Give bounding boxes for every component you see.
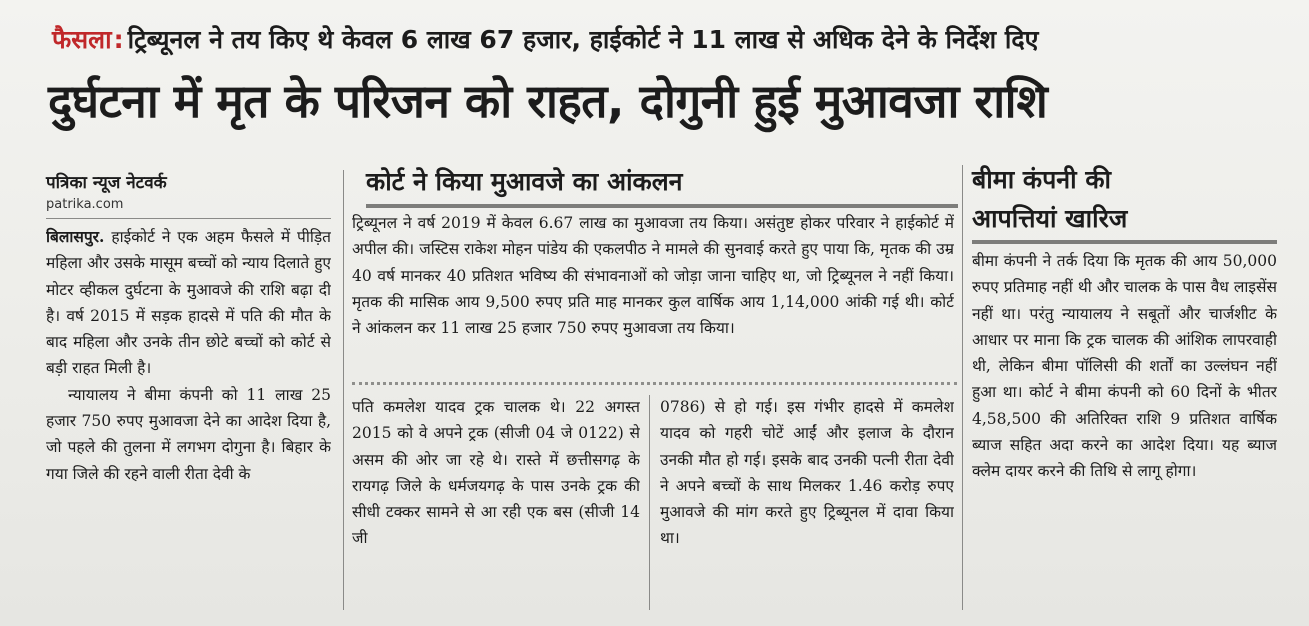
side-heading-underline xyxy=(972,240,1277,244)
side-heading-line-2: आपत्तियां खारिज xyxy=(972,204,1128,233)
box-heading: कोर्ट ने किया मुआवजे का आंकलन xyxy=(366,167,683,196)
main-headline: दुर्घटना में मृत के परिजन को राहत, दोगुनी हुई मुआवजा राशि xyxy=(48,74,1048,128)
kicker-text: ट्रिब्यूनल ने तय किए थे केवल 6 लाख 67 हजार, हाईकोर्ट ने 11 लाख से अधिक देने के निर्देश दिए xyxy=(127,25,1039,54)
column-divider-3 xyxy=(962,165,963,610)
kicker-separator: : xyxy=(113,25,124,54)
column-2: पति कमलेश यादव ट्रक चालक थे। 22 अगस्त 2015 को वे अपने ट्रक (सीजी 04 जे 0122) से असम की ओर जा रहे थे। रास्ते में छत्तीसगढ़ के रायगढ़ जिले के धर्मजयगढ़ के पास उनके ट्रक की सीधी टक्कर सामने से आ रही एक बस (सीजी 14 जी xyxy=(352,398,640,548)
site-name: patrika.com xyxy=(46,197,124,212)
box-bottom-border xyxy=(352,382,957,389)
dateline: बिलासपुर. xyxy=(46,227,105,246)
column-4: बीमा कंपनी ने तर्क दिया कि मृतक की आय 50,000 रुपए प्रतिमाह नहीं थी और चालक के पास वैध लाइसेंस नहीं था। परंतु न्यायालय ने सबूतों और चार्जशीट के आधार पर माना कि ट्रक चालक की आंशिक लापरवाही थी, लेकिन बीमा पॉलिसी की शर्तों का उल्लंघन नहीं हुआ था। कोर्ट ने बीमा कंपनी को 60 दिनों के भीतर 4,58,500 की अतिरिक्त राशि 9 प्रतिशत वार्षिक ब्याज सहित अदा करने का आदेश दिया। यह ब्याज क्लेम दायर करने की तिथि से लागू होगा। xyxy=(972,252,1277,481)
side-heading-line-1: बीमा कंपनी की xyxy=(972,165,1112,194)
column-1 xyxy=(46,224,331,614)
column-1-para-2: न्यायालय ने बीमा कंपनी को 11 लाख 25 हजार 750 रुपए मुआवजा देने का आदेश दिया है, जो पहले की तुलना में लगभग दोगुना है। बिहार के गया जिले की रहने वाली रीता देवी के xyxy=(46,385,331,483)
column-1-para-1 xyxy=(46,224,331,382)
box-text: ट्रिब्यूनल ने वर्ष 2019 में केवल 6.67 लाख का मुआवजा तय किया। असंतुष्ट होकर परिवार ने हाईकोर्ट में अपील की। जस्टिस राकेश मोहन पांडेय की एकलपीठ ने मामले की सुनवाई करते हुए पाया कि, मृतक की उम्र 40 वर्ष मानकर 40 प्रतिशत भविष्य की संभावनाओं को जोड़ा जाना चाहिए था, जो ट्रिब्यूनल ने नहीं किया। मृतक की मासिक आय 9,500 रुपए प्रति माह मानकर कुल वार्षिक आय 1,14,000 आंकी गई थी। कोर्ट ने आंकलन कर 11 लाख 25 हजार 750 रुपए मुआवजा तय किया। xyxy=(352,214,954,338)
byline-block xyxy=(46,170,331,214)
kicker-line xyxy=(52,20,1292,60)
byline: पत्रिका न्यूज नेटवर्क xyxy=(46,173,167,193)
column-3: 0786) से हो गई। इस गंभीर हादसे में कमलेश यादव को गहरी चोटें आईं और इलाज के दौरान उनकी मौत हो गई। इसके बाद उनकी पत्नी रीता देवी ने अपने बच्चों के साथ मिलकर 1.46 करोड़ रुपए मुआवजे की मांग करते हुए ट्रिब्यूनल में दावा किया था। xyxy=(660,398,954,548)
column-divider-2 xyxy=(649,395,650,610)
box-heading-underline xyxy=(366,204,958,208)
column-divider-1 xyxy=(343,170,344,610)
byline-divider xyxy=(46,218,331,219)
column-1-para-1-text: हाईकोर्ट ने एक अहम फैसले में पीड़ित महिला और उसके मासूम बच्चों को न्याय दिलाते हुए मोटर व्हीकल दुर्घटना के मुआवजे की राशि बढ़ा दी है। वर्ष 2015 में सड़क हादसे में पति की मौत के बाद महिला और उनके तीन छोटे बच्चों को कोर्ट से बड़ी राहत मिली है। xyxy=(46,228,331,378)
side-heading xyxy=(972,160,1272,238)
kicker-tag: फैसला xyxy=(52,25,112,54)
